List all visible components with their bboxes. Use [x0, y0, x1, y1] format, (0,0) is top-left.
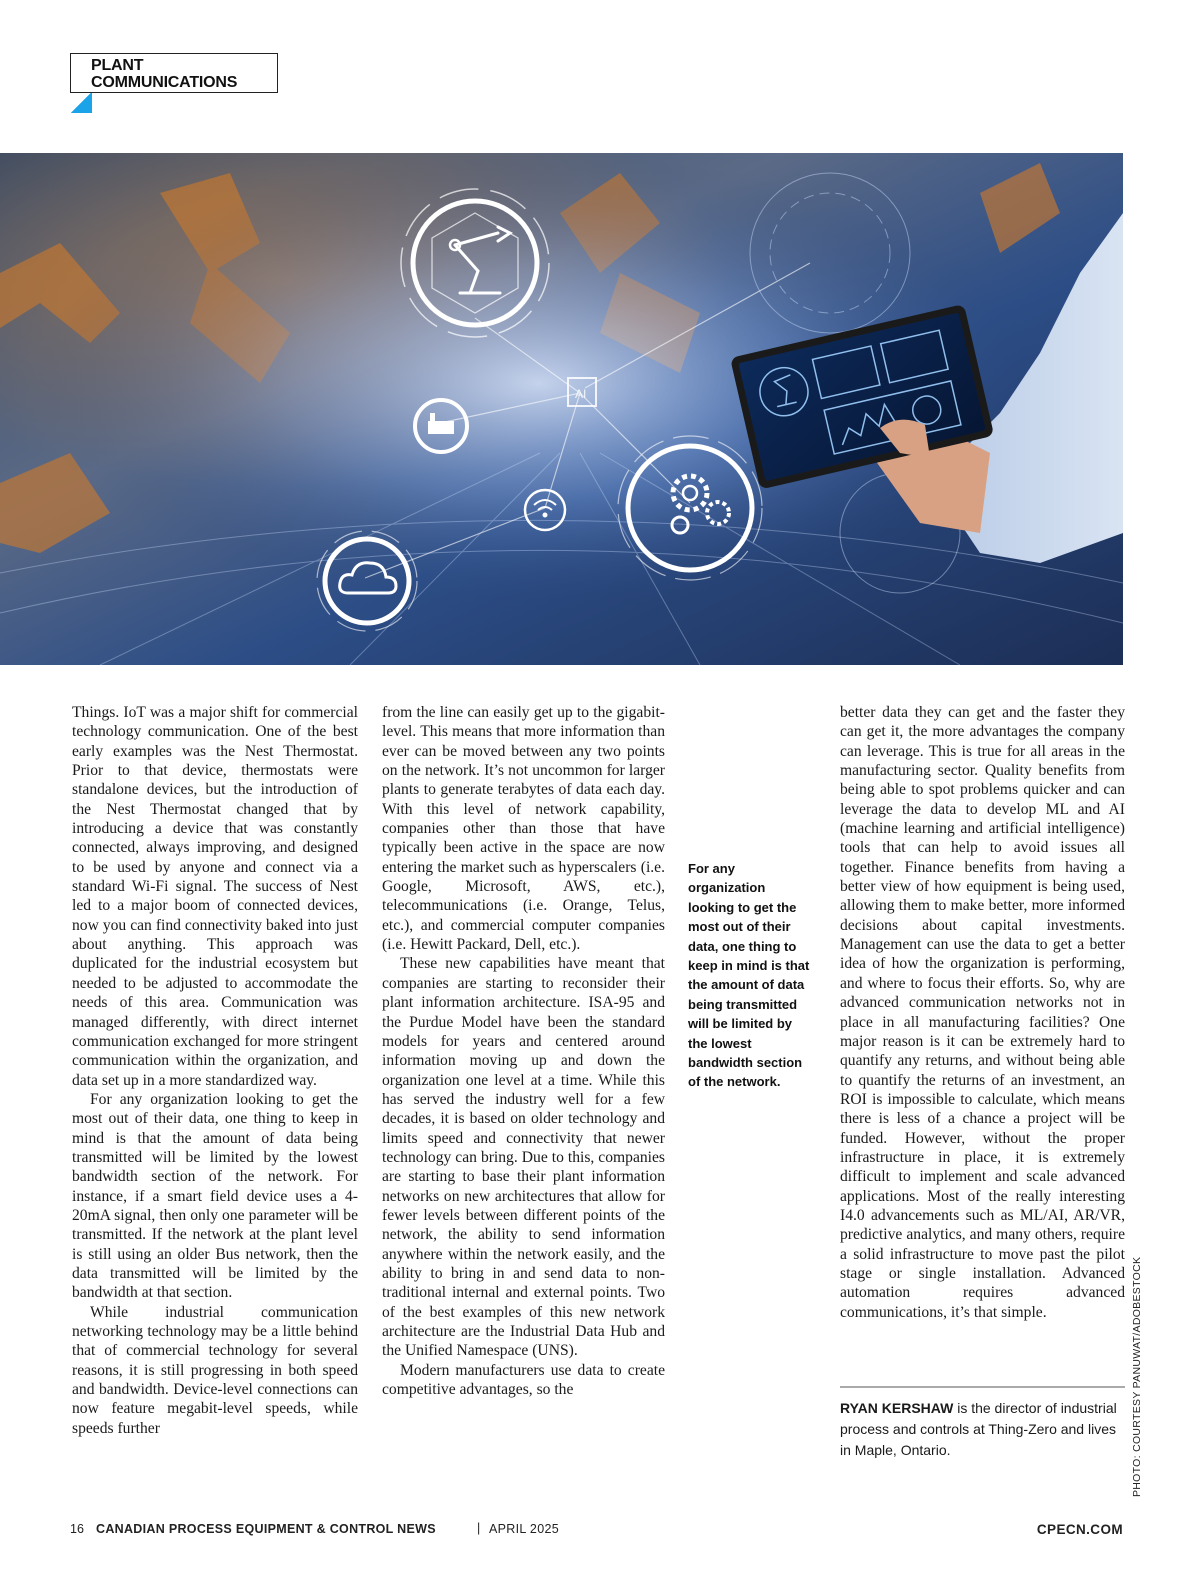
- paragraph: Modern manufacturers use data to create competitive advantages, so the: [382, 1361, 665, 1399]
- author-bio: [840, 1398, 1125, 1461]
- paragraph: While industrial communication networking technology may be a little behind that of commercial technology for several reasons, it is still progressing in both speed and bandwidth. Device-level connections can now feature megabit-level speeds, while speeds further: [72, 1303, 358, 1437]
- section-tag-line1: PLANT: [91, 57, 144, 74]
- bio-divider: [840, 1386, 1125, 1388]
- section-tag-accent: [70, 93, 92, 113]
- paragraph: Things. IoT was a major shift for commercial technology communication. One of the best early examples was the Nest Thermostat. Prior to that device, thermostats were standalone devices, but the introduction of the Nest Thermostat changed that by introducing a device that was constantly connected, always improving, and designed to be used by anyone and connect via a standard Wi-Fi signal. The success of Nest led to a major boom of connected devices, now you can find connectivity baked into just about anything. This approach was duplicated for the industrial ecosystem but needed to be adjusted to accommodate the needs of this area. Communication was managed differently, with direct internet communication exchanged for more stringent communication within the organization, and data set up in a more standardized way.: [72, 704, 358, 1089]
- paragraph: These new capabilities have meant that companies are starting to reconsider their plant information architecture. ISA-95 and the Purdue Model have been the standard models for years and centered around information moving up and down the organization one level at a time. While this has served the industry well for a few decades, it is based on older technology and limits speed and connectivity that newer technology can bring. Due to this, companies are starting to base their plant information networks on new architectures that allow for fewer levels between different points of the network, the ability to send information anywhere within the network easily, and the ability to bring in and send data to non-traditional internal and external points. Two of the best examples of this new network architecture are the Industrial Data Hub and the Unified Namespace (UNS).: [382, 955, 665, 1360]
- ai-chip-label: AI: [575, 387, 587, 401]
- section-tag-line2: COMMUNICATIONS: [91, 74, 238, 91]
- website-link[interactable]: CPECN.COM: [1036, 1522, 1123, 1537]
- pull-quote: For any organization looking to get the most out of their data, one thing to keep in mind is that the amount of data being transmitted will be limited by the lowest bandwidth section of the network.: [688, 861, 810, 1090]
- section-tag: [70, 53, 278, 93]
- page-footer: [70, 1522, 1123, 1542]
- article-column-2: [382, 703, 665, 1399]
- author-name: RYAN KERSHAW: [840, 1400, 954, 1416]
- hero-image: [0, 153, 1123, 665]
- footer-separator: |: [477, 1521, 481, 1535]
- publication-name: CANADIAN PROCESS EQUIPMENT & CONTROL NEWS: [96, 1522, 436, 1536]
- photo-credit: PHOTO: COURTESY PANUWAT/ADOBESTOCK: [1131, 1256, 1143, 1497]
- paragraph: from the line can easily get up to the gigabit-level. This means that more information than ever can be moved between any two points on the network. It’s not uncommon for larger plants to generate terabytes of data each day. With this level of network capability, companies other than those that have typically been active in the space are now entering the market such as hyperscalers (i.e. Google, Microsoft, AWS, etc.), telecommunications (i.e. Orange, Telus, etc.), and commercial computer companies (i.e. Hewitt Packard, Dell, etc.).: [382, 704, 665, 954]
- page-number: 16: [70, 1522, 84, 1536]
- paragraph: For any organization looking to get the most out of their data, one thing to keep in mind is that the amount of data being transmitted will be limited by the lowest bandwidth section of the network. For instance, if a smart field device uses a 4-20mA signal, then only one parameter will be transmitted. If the network at the plant level is still using an older Bus network, then the data transmitted will be limited by the bandwidth at that section.: [72, 1090, 358, 1302]
- issue-date: APRIL 2025: [489, 1522, 559, 1536]
- paragraph: better data they can get and the faster they can get it, the more advantages the company can leverage. This is true for all areas in the manufacturing sector. Quality benefits from being able to spot problems quicker and can leverage the data to develop ML and AI (machine learning and artificial intelligence) tools that can help to avoid issues all together. Finance benefits from having a better view of how equipment is being used, allowing them to make better, more informed decisions about capital investments. Management can use the data to get a better idea of how the organization is performing, and where to focus their efforts. So, why are advanced communication networks not in place in all manufacturing facilities? One major reason is it can be extremely hard to quantify any returns, and without being able to quantify the returns of an investment, an ROI is impossible to calculate, which means there is less of a chance a project will be funded. However, without the proper infrastructure in place, it is extremely difficult to implement and scale advanced applications. Most of the really interesting I4.0 advancements such as ML/AI, AR/VR, predictive analytics, and many others, require a solid infrastructure to move past the pilot stage or single installation. Advanced automation requires advanced communications, it’s that simple.: [840, 704, 1125, 1321]
- article-column-3: [840, 703, 1125, 1322]
- article-column-1: [72, 703, 358, 1438]
- author-bio-text: is the director of industrial process and controls at Thing-Zero and lives in Maple, Ontario.: [840, 1400, 1117, 1458]
